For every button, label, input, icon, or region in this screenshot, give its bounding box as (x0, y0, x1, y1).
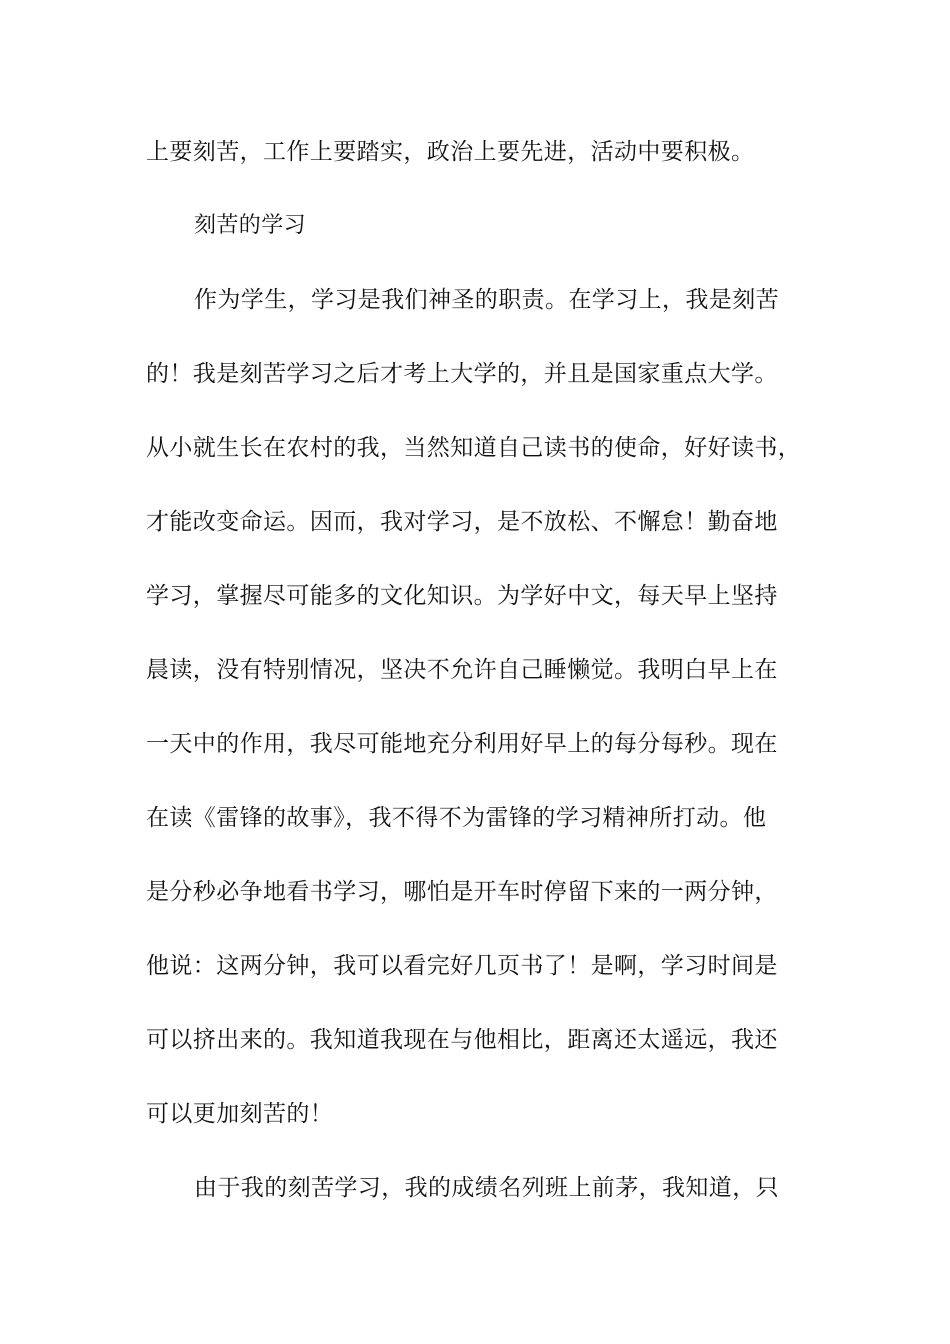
paragraph-line: 可以更加刻苦的！ (146, 1101, 334, 1127)
paragraph-line: 可以挤出来的。我知道我现在与他相比，距离还太遥远，我还 (146, 1027, 778, 1053)
paragraph-line: 晨读，没有特别情况，坚决不允许自己睡懒觉。我明白早上在 (146, 657, 778, 683)
section-heading: 刻苦的学习 (194, 213, 307, 238)
paragraph-line: 从小就生长在农村的我，当然知道自己读书的使命，好好读书， (146, 435, 802, 461)
paragraph-line: 才能改变命运。因而，我对学习，是不放松、不懈怠！勤奋地 (146, 509, 778, 535)
paragraph-line: 他说：这两分钟，我可以看完好几页书了！是啊，学习时间是 (146, 953, 778, 979)
paragraph-line: 一天中的作用，我尽可能地充分利用好早上的每分每秒。现在 (146, 731, 778, 757)
paragraph-line: 学习，掌握尽可能多的文化知识。为学好中文，每天早上坚持 (146, 583, 778, 609)
paragraph-line: 在读《雷锋的故事》，我不得不为雷锋的学习精神所打动。他 (146, 805, 767, 831)
paragraph-line: 上要刻苦，工作上要踏实，政治上要先进，活动中要积极。 (146, 139, 755, 165)
paragraph-line: 由于我的刻苦学习，我的成绩名列班上前茅，我知道，只 (194, 1175, 779, 1201)
paragraph-line: 是分秒必争地看书学习，哪怕是开车时停留下来的一两分钟， (146, 879, 778, 905)
paragraph-line: 的！我是刻苦学习之后才考上大学的，并且是国家重点大学。 (146, 361, 778, 387)
paragraph-line: 作为学生，学习是我们神圣的职责。在学习上，我是刻苦 (194, 287, 779, 313)
